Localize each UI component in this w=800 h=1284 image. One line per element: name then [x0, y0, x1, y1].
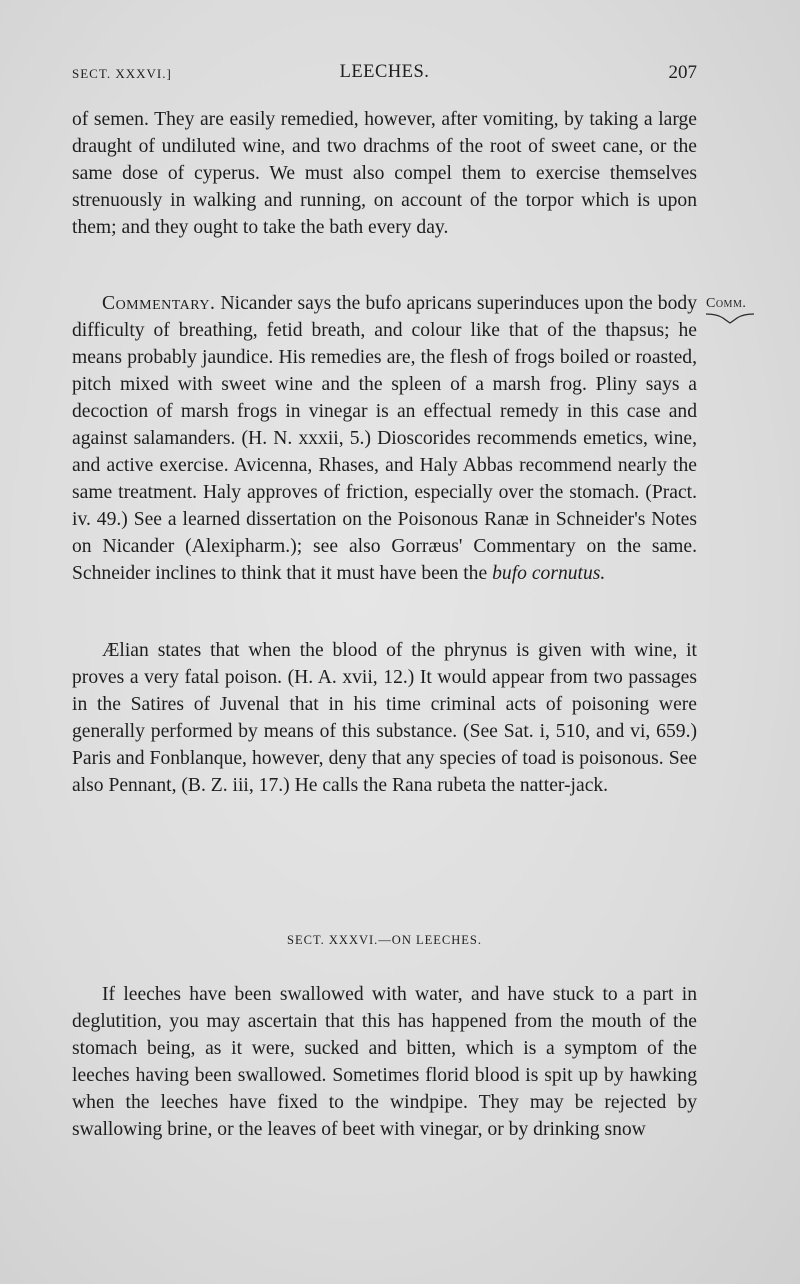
page-number: 207 [668, 62, 697, 83]
running-title: LEECHES. [339, 62, 430, 82]
section-reference: SECT. XXXVI.] [72, 66, 172, 81]
margin-note: Comm. [706, 296, 747, 311]
commentary-body: Nicander says the bufo apricans superinduces upon the body difficulty of breathing, fetid breath, and colour like that of the thapsus; he means probably jaundice. His remedies are, the flesh of frogs boiled or roasted, pitch mixed with sweet wine and the spleen of a marsh frog. Pliny says a decoction of marsh frogs in vinegar is an effectual remedy in this case and against salamanders. (H. N. xxxii, 5.) Dioscorides recommends emetics, wine, and active exercise. Avicenna, Rhases, and Haly Abbas recommend nearly the same treatment. Haly approves of friction, especially over the stomach. (Pract. iv. 49.) See a learned dissertation on the Poisonous Ranæ in Schneider's Notes on Nicander (Alexipharm.); see also Gorræus' Commentary on the same. Schneider inclines to think that it must have been the [72, 293, 697, 584]
paragraph-continued [72, 106, 697, 241]
italic-term: bufo cornutus. [492, 563, 606, 584]
paragraph-text: Ælian states that when the blood of the phrynus is given with wine, it proves a very fatal poison. (H. A. xvii, 12.) It would appear from two passages in the Satires of Juvenal that in his time criminal acts of poisoning were generally performed by means of this substance. (See Sat. i, 510, and vi, 659.) Paris and Fonblanque, however, deny that any species of toad is poisonous. See also Pennant, (B. Z. iii, 17.) He calls the Rana rubeta the natter-jack. [72, 640, 697, 796]
paragraph-aelian [72, 637, 697, 799]
section-heading: SECT. XXXVI.—ON LEECHES. [287, 933, 482, 947]
commentary-paragraph [72, 290, 697, 587]
running-header [72, 62, 697, 86]
commentary-text [72, 290, 697, 587]
paragraph-text: of semen. They are easily remedied, however, after vomiting, by taking a large draught of undiluted wine, and two drachms of the root of sweet cane, or the same dose of cyperus. We must also compel them to exercise themselves strenuously in walking and running, on account of the torpor which is upon them; and they ought to take the bath every day. [72, 109, 697, 238]
paragraph-text: If leeches have been swallowed with water, and have stuck to a part in deglutition, you may ascertain that this has happened from the mouth of the stomach being, as it were, sucked and bitten, which is a symptom of the leeches having been swallowed. Sometimes florid blood is spit up by hawking when the leeches have fixed to the windpipe. They may be rejected by swallowing brine, or the leaves of beet with vinegar, or by drinking snow [72, 984, 697, 1140]
margin-brace-icon [705, 312, 755, 324]
paragraph-leeches [72, 981, 697, 1143]
commentary-label: Commentary. [102, 293, 216, 314]
